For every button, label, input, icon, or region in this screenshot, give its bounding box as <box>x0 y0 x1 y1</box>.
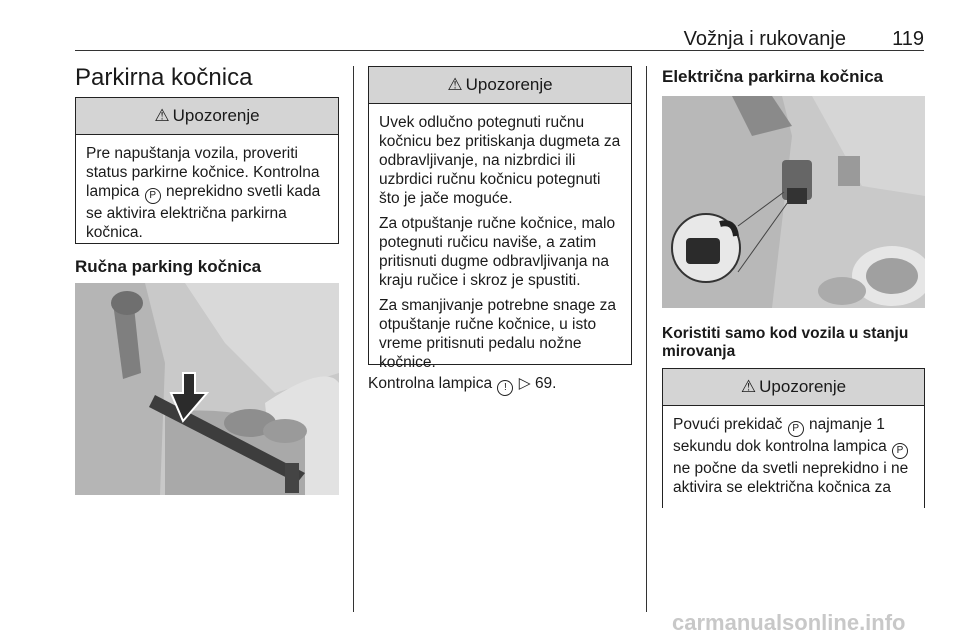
brake-lamp-icon: ! <box>497 380 513 396</box>
warning-label: Upozorenje <box>465 75 553 94</box>
column-divider <box>646 66 647 612</box>
section-title: Parkirna kočnica <box>75 64 253 91</box>
warning-text: Povući prekidač <box>673 416 783 433</box>
warning-triangle-icon: ⚠ <box>154 106 170 125</box>
warning-paragraph: Uvek odlučno potegnuti ručnu kočnicu bez pritiskanja dugmeta za odbravljivanje, na nizbrdici ili uzbrdici ručnu kočnicu potegnuti što je jače moguće. <box>379 114 621 207</box>
warning-body <box>663 406 924 505</box>
warning-triangle-icon: ⚠ <box>740 377 757 396</box>
watermark: carmanualsonline.info <box>672 610 906 635</box>
page-reference: 69. <box>534 375 557 392</box>
page-header <box>75 28 924 51</box>
warning-header <box>76 98 338 135</box>
parking-lamp-icon: P <box>145 188 161 204</box>
warning-body <box>369 104 631 386</box>
warning-header <box>369 67 631 104</box>
warning-label: Upozorenje <box>759 377 847 396</box>
warning-box-parking-status <box>75 97 339 244</box>
warning-header <box>663 369 924 406</box>
chapter-title: Vožnja i rukovanje <box>683 28 846 50</box>
warning-paragraph: Za otpuštanje ručne kočnice, malo potegnuti ručicu naviše, a zatim pritisnuti dugme odbravljivanja na kraju ručice i skroz je spustiti. <box>379 215 616 289</box>
subheading-stationary: Koristiti samo kod vozila u stanju mirovanja <box>662 325 909 360</box>
column-divider <box>353 66 354 612</box>
parking-lamp-icon: P <box>892 443 908 459</box>
warning-text: ne počne da svetli neprekidno i ne aktivira se električna kočnica za <box>673 460 909 496</box>
warning-body <box>76 135 338 250</box>
warning-box-electric-brake <box>662 368 925 508</box>
warning-label: Upozorenje <box>172 106 260 125</box>
warning-box-manual-brake <box>368 66 632 371</box>
subheading-electric-brake: Električna parkirna kočnica <box>662 67 884 86</box>
lamp-reference <box>368 374 557 396</box>
manual-parking-brake-illustration <box>75 283 339 495</box>
warning-paragraph: Za smanjivanje potrebne snage za otpuštanje ručne kočnice, u isto vreme pritisnuti pedalu nožne kočnice. <box>379 297 616 371</box>
warning-text: neprekidno svetli kada se aktivira električna parkirna kočnica. <box>86 183 321 241</box>
page-number: 119 <box>892 28 924 50</box>
warning-text: Pre napuštanja vozila, proveriti status parkirne kočnice. Kontrolna lampica <box>86 145 320 200</box>
subheading-manual-brake: Ručna parking kočnica <box>75 257 262 276</box>
warning-triangle-icon: ⚠ <box>447 75 463 94</box>
electric-parking-brake-illustration <box>662 96 925 308</box>
page-reference-arrow-icon: ▷ <box>518 375 531 392</box>
warning-text: najmanje 1 sekundu dok kontrolna lampica <box>673 416 887 455</box>
lamp-text: Kontrolna lampica <box>368 375 493 392</box>
parking-switch-icon: P <box>788 421 804 437</box>
